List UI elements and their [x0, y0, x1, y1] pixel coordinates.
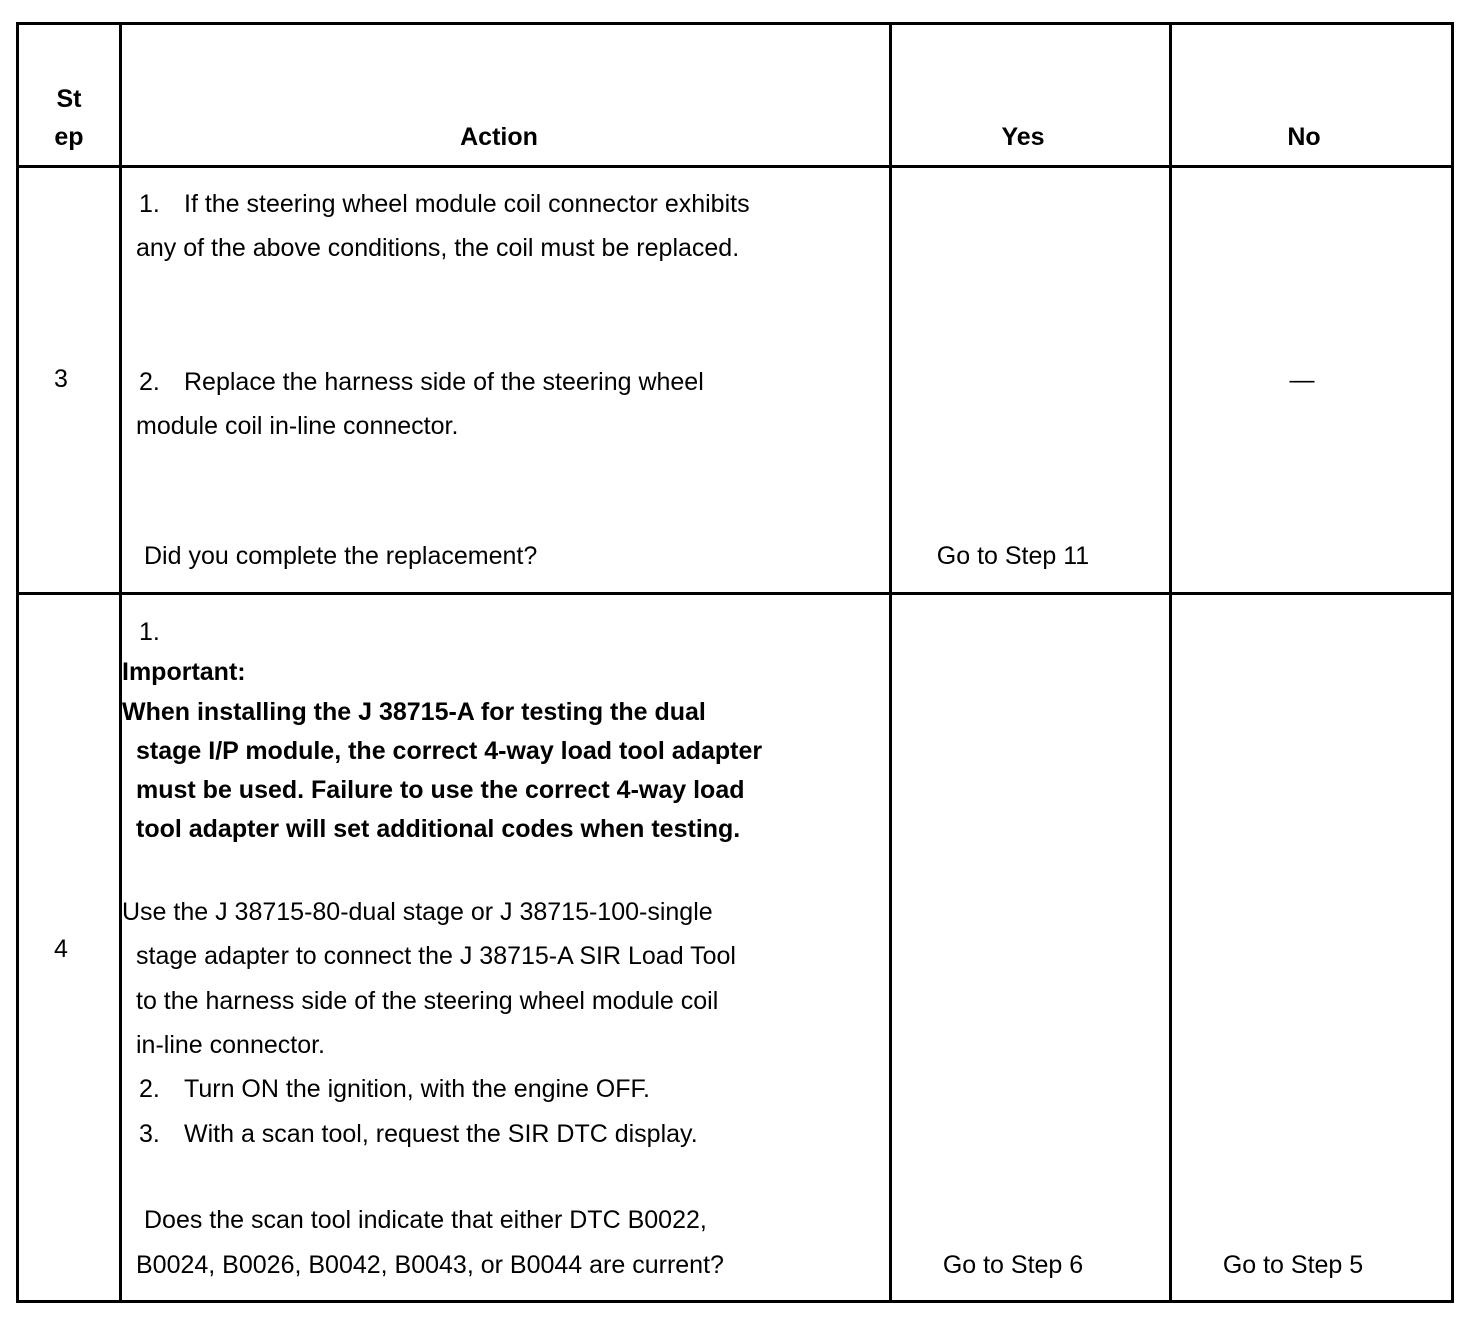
action-text: Replace the harness side of the steering wheel — [184, 368, 704, 396]
header-action: Action — [460, 123, 538, 151]
action-text: any of the above conditions, the coil must be replaced. — [136, 234, 740, 262]
action-text: With a scan tool, request the SIR DTC display. — [184, 1120, 698, 1148]
action-text: module coil in-line connector. — [136, 412, 459, 440]
header-step-line2: ep — [54, 123, 84, 151]
step-number: 3 — [54, 365, 68, 393]
header-no: No — [1287, 123, 1321, 151]
important-note: must be used. Failure to use the correct 4-way load — [136, 776, 745, 804]
column-divider — [1169, 25, 1172, 1300]
list-item-number: 1. — [139, 190, 160, 218]
row-divider — [19, 165, 1451, 168]
important-note: tool adapter will set additional codes when testing. — [136, 815, 741, 843]
question-text: Did you complete the replacement? — [144, 542, 538, 570]
no-result: Go to Step 5 — [1222, 1251, 1364, 1279]
action-text: in-line connector. — [136, 1031, 326, 1059]
no-result: — — [1289, 366, 1315, 394]
action-text: to the harness side of the steering wheel module coil — [136, 987, 719, 1015]
action-text: Use the J 38715-80-dual stage or J 38715-100-single — [122, 898, 713, 926]
row-divider — [19, 592, 1451, 595]
action-text: If the steering wheel module coil connector exhibits — [184, 190, 750, 218]
action-text: Turn ON the ignition, with the engine OFF. — [184, 1075, 650, 1103]
important-note: When installing the J 38715-A for testing the dual — [122, 698, 706, 726]
important-label: Important: — [122, 658, 246, 686]
action-text: stage adapter to connect the J 38715-A SIR Load Tool — [136, 942, 736, 970]
yes-result: Go to Step 11 — [936, 542, 1090, 570]
header-step-line1: St — [56, 85, 82, 113]
question-text: B0024, B0026, B0042, B0043, or B0044 are current? — [136, 1251, 724, 1279]
list-item-number: 2. — [139, 1075, 160, 1103]
yes-result: Go to Step 6 — [942, 1251, 1084, 1279]
important-note: stage I/P module, the correct 4-way load tool adapter — [136, 737, 763, 765]
column-divider — [889, 25, 892, 1300]
list-item-number: 1. — [139, 618, 160, 646]
step-number: 4 — [54, 935, 68, 963]
list-item-number: 2. — [139, 368, 160, 396]
list-item-number: 3. — [139, 1120, 160, 1148]
question-text: Does the scan tool indicate that either DTC B0022, — [144, 1206, 707, 1234]
header-yes: Yes — [1001, 123, 1045, 151]
